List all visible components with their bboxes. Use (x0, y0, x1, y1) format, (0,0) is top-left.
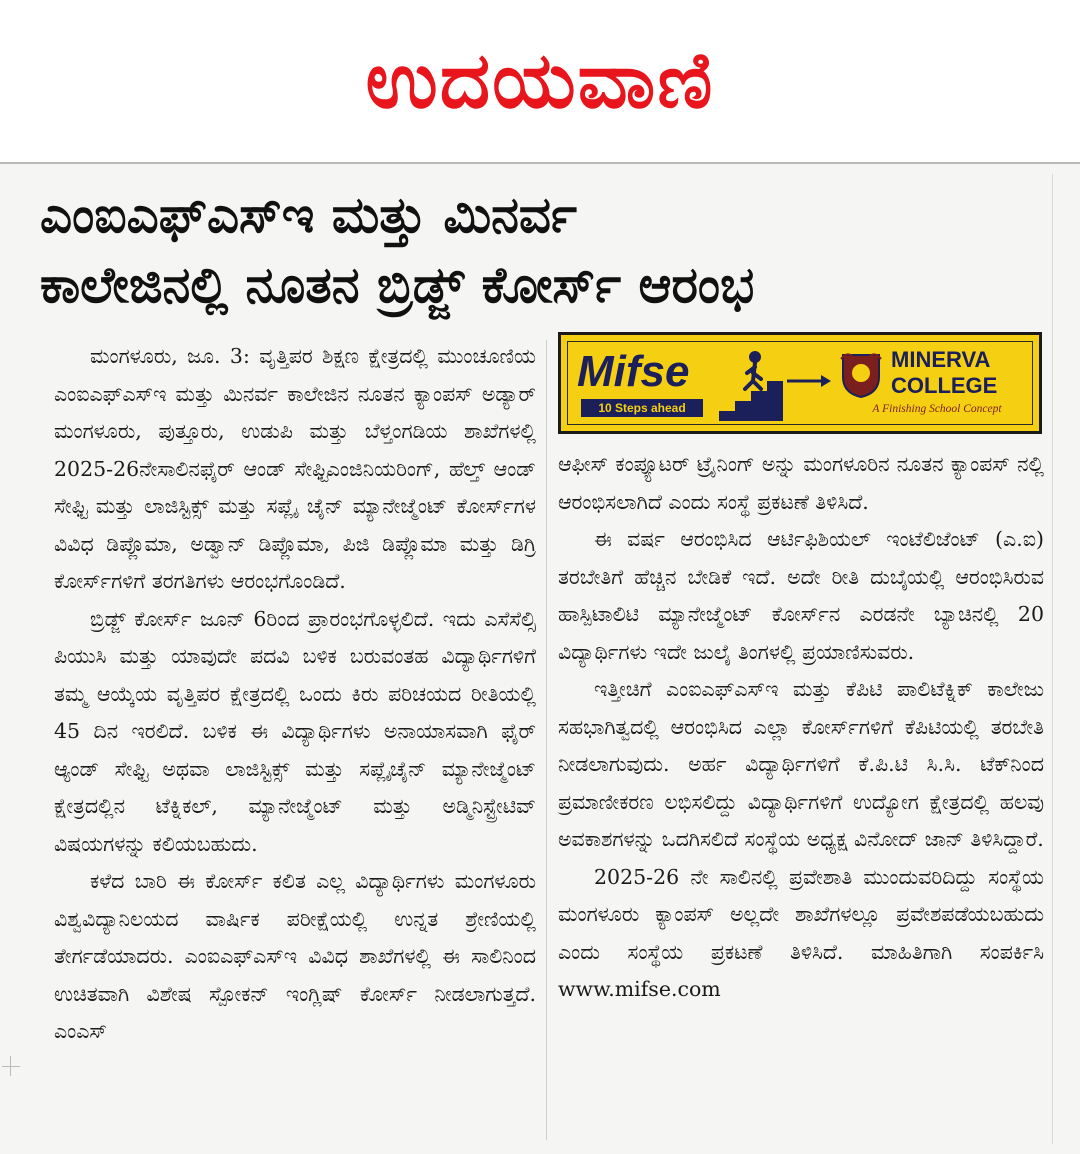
paragraph: ಇತ್ತೀಚಿಗೆ ಎಂಐಎಫ್ಎಸ್ಇ ಮತ್ತು ಕೆಪಿಟಿ ಪಾಲಿಟೆಕ್ನಿಕ್ ಕಾಲೇಜು ಸಹಭಾಗಿತ್ವದಲ್ಲಿ ಆರಂಭಿಸಿದ ಎಲ್ಲಾ ಕೋರ್ಸ್‌ಗಳಿಗೆ ಕೆಪಿಟಿಯಲ್ಲಿ ತರಬೇತಿ ನೀಡಲಾಗುವುದು. ಅರ್ಹ ವಿದ್ಯಾರ್ಥಿಗಳಿಗೆ ಕೆ.ಪಿ.ಟಿ ಸಿ.ಸಿ. ಟೆಕ್‌ನಿಂದ ಪ್ರಮಾಣೀಕರಣ ಲಭಿಸಲಿದ್ದು ವಿದ್ಯಾರ್ಥಿಗಳಿಗೆ ಉದ್ಯೋಗ ಕ್ಷೇತ್ರದಲ್ಲಿ ಹಲವು ಅವಕಾಶಗಳನ್ನು ಒದಗಿಸಲಿದೆ ಸಂಸ್ಥೆಯ ಅಧ್ಯಕ್ಷ ವಿನೋದ್ ಜಾನ್ ತಿಳಿಸಿದ್ದಾರೆ. (558, 677, 1044, 851)
mifse-tagline: 10 Steps ahead (581, 399, 703, 417)
scan-mark (10, 1056, 11, 1076)
paragraph: 2025-26 ನೇ ಸಾಲಿನಲ್ಲಿ ಪ್ರವೇಶಾತಿ ಮುಂದುವರಿದಿದ್ದು ಸಂಸ್ಥೆಯ ಮಂಗಳೂರು ಕ್ಯಾಂಪಸ್ ಅಲ್ಲದೇ ಶಾಖೆಗಳಲ್ಲೂ ಪ್ರವೇಶಪಡೆಯಬಹುದು ಎಂದು ಸಂಸ್ಥೆಯ ಪ್ರಕಟಣೆ ತಿಳಿಸಿದೆ. ಮಾಹಿತಿಗಾಗಿ ಸಂಪರ್ಕಿಸಿ www.mifse.com (558, 864, 1044, 1001)
newspaper-title: ಉದಯವಾಣಿ (365, 35, 715, 126)
article-column-left (54, 338, 536, 1051)
headline-line-2: ಕಾಲೇಜಿನಲ್ಲಿ ನೂತನ ಬ್ರಿಡ್ಜ್ ಕೋರ್ಸ್ ಆರಂಭ (40, 256, 755, 314)
mifse-minerva-advert (558, 332, 1042, 434)
mifse-logo: Mifse (577, 347, 690, 396)
paragraph: ಕಳೆದ ಬಾರಿ ಈ ಕೋರ್ಸ್ ಕಲಿತ ಎಲ್ಲ ವಿದ್ಯಾರ್ಥಿಗಳು ಮಂಗಳೂರು ವಿಶ್ವವಿದ್ಯಾನಿಲಯದ ವಾರ್ಷಿಕ ಪರೀಕ್ಷೆಯಲ್ಲಿ ಉನ್ನತ ಶ್ರೇಣಿಯಲ್ಲಿ ತೇರ್ಗಡೆಯಾದರು. ಎಂಐಎಫ್ಎಸ್ಇ ವಿವಿಧ ಶಾಖೆಗಳಲ್ಲಿ ಈ ಸಾಲಿನಿಂದ ಉಚಿತವಾಗಿ ವಿಶೇಷ ಸ್ಪೋಕನ್ ಇಂಗ್ಲಿಷ್ ಕೋರ್ಸ್ ನೀಡಲಾಗುತ್ತದೆ. ಎಂಎಸ್ (54, 869, 536, 1043)
news-clipping (0, 164, 1080, 1154)
article-headline (40, 180, 1050, 320)
minerva-college-name (891, 347, 1031, 399)
college-slogan: A Finishing School Concept (872, 403, 1002, 415)
paragraph: ಆಫೀಸ್ ಕಂಪ್ಯೂಟರ್ ಟ್ರೈನಿಂಗ್ ಅನ್ನು ಮಂಗಳೂರಿನ ನೂತನ ಕ್ಯಾಂಪಸ್ ನಲ್ಲಿ ಆರಂಭಿಸಲಾಗಿದೆ ಎಂದು ಸಂಸ್ಥೆ ಪ್ರಕಟಣೆ ತಿಳಿಸಿದೆ. (558, 452, 1044, 514)
college-name-line-2: COLLEGE (891, 373, 998, 398)
newspaper-masthead (0, 0, 1080, 164)
college-name-line-1: MINERVA (891, 347, 991, 372)
paragraph: ಮಂಗಳೂರು, ಜೂ. 3: ವೃತ್ತಿಪರ ಶಿಕ್ಷಣ ಕ್ಷೇತ್ರದಲ್ಲಿ ಮುಂಚೂಣಿಯ ಎಂಐಎಫ್ಎಸ್ಇ ಮತ್ತು ಮಿನರ್ವ ಕಾಲೇಜಿನ ನೂತನ ಕ್ಯಾಂಪಸ್ ಅಡ್ಯಾರ್ ಮಂಗಳೂರು, ಪುತ್ತೂರು, ಉಡುಪಿ ಮತ್ತು ಬೆಳ್ತಂಗಡಿಯ ಶಾಖೆಗಳಲ್ಲಿ 2025-26ನೇಸಾಲಿನಫೈರ್ ಆಂಡ್ ಸೇಫ್ಟಿಎಂಜಿನಿಯರಿಂಗ್, ಹೆಲ್ತ್ ಆಂಡ್ ಸೇಫ್ಟಿ ಮತ್ತು ಲಾಜಿಸ್ಟಿಕ್ಸ್ ಮತ್ತು ಸಪ್ಲೈ ಚೈನ್ ಮ್ಯಾನೇಜ್ಮೆಂಟ್ ಕೋರ್ಸ್‌ಗಳ ವಿವಿಧ ಡಿಪ್ಲೊಮಾ, ಅಡ್ವಾನ್ ಡಿಪ್ಲೊಮಾ, ಪಿಜಿ ಡಿಪ್ಲೊಮಾ ಮತ್ತು ಡಿಗ್ರಿ ಕೋರ್ಸ್‌ಗಳಿಗೆ ತರಗತಿಗಳು ಆರಂಭಗೊಂಡಿದೆ. (54, 344, 536, 593)
minerva-crest-icon (839, 349, 883, 399)
paragraph: ಈ ವರ್ಷ ಆರಂಭಿಸಿದ ಆರ್ಟಿಫಿಶಿಯಲ್ ಇಂಟೆಲಿಜೆಂಟ್ (ಎ.ಐ) ತರಬೇತಿಗೆ ಹೆಚ್ಚಿನ ಬೇಡಿಕೆ ಇದೆ. ಅದೇ ರೀತಿ ದುಬೈಯಲ್ಲಿ ಆರಂಭಿಸಿರುವ ಹಾಸ್ಪಿಟಾಲಿಟಿ ಮ್ಯಾನೇಜ್ಮೆಂಟ್ ಕೋರ್ಸ್‌ನ ಎರಡನೇ ಬ್ಯಾಚಿನಲ್ಲಿ 20 ವಿದ್ಯಾರ್ಥಿಗಳು ಇದೇ ಜುಲೈ ತಿಂಗಳಲ್ಲಿ ಪ್ರಯಾಣಿಸುವರು. (558, 527, 1044, 664)
column-divider (546, 340, 547, 1140)
scan-mark (2, 1066, 20, 1067)
climbing-steps-icon (713, 343, 833, 423)
paragraph: ಬ್ರಿಡ್ಜ್ ಕೋರ್ಸ್ ಜೂನ್ 6ರಿಂದ ಪ್ರಾರಂಭಗೊಳ್ಳಲಿದೆ. ಇದು ಎಸೆಸೆಲ್ಸಿ ಪಿಯುಸಿ ಮತ್ತು ಯಾವುದೇ ಪದವಿ ಬಳಿಕ ಬರುವಂತಹ ವಿದ್ಯಾರ್ಥಿಗಳಿಗೆ ತಮ್ಮ ಆಯ್ಕೆಯ ವೃತ್ತಿಪರ ಕ್ಷೇತ್ರದಲ್ಲಿ ಒಂದು ಕಿರು ಪರಿಚಯದ ರೀತಿಯಲ್ಲಿ 45 ದಿನ ಇರಲಿದೆ. ಬಳಿಕ ಈ ವಿದ್ಯಾರ್ಥಿಗಳು ಅನಾಯಾಸವಾಗಿ ಫೈರ್ ಆ್ಯಂಡ್ ಸೇಫ್ಟಿ ಅಥವಾ ಲಾಜಿಸ್ಟಿಕ್ಸ್ ಮತ್ತು ಸಪ್ಲೈಚೈನ್ ಮ್ಯಾನೇಜ್ಮೆಂಟ್ ಕ್ಷೇತ್ರದಲ್ಲಿನ ಟೆಕ್ನಿಕಲ್, ಮ್ಯಾನೇಜ್ಮೆಂಟ್ ಮತ್ತು ಅಡ್ಮಿನಿಸ್ಟ್ರೇಟಿವ್ ವಿಷಯಗಳನ್ನು ಕಲಿಯಬಹುದು. (54, 606, 536, 856)
headline-line-1: ಎಂಐಎಫ್ಎಸ್ಇ ಮತ್ತು ಮಿನರ್ವ (40, 186, 577, 244)
clipping-edge-rule (1052, 174, 1053, 1144)
article-column-right (558, 446, 1044, 1009)
